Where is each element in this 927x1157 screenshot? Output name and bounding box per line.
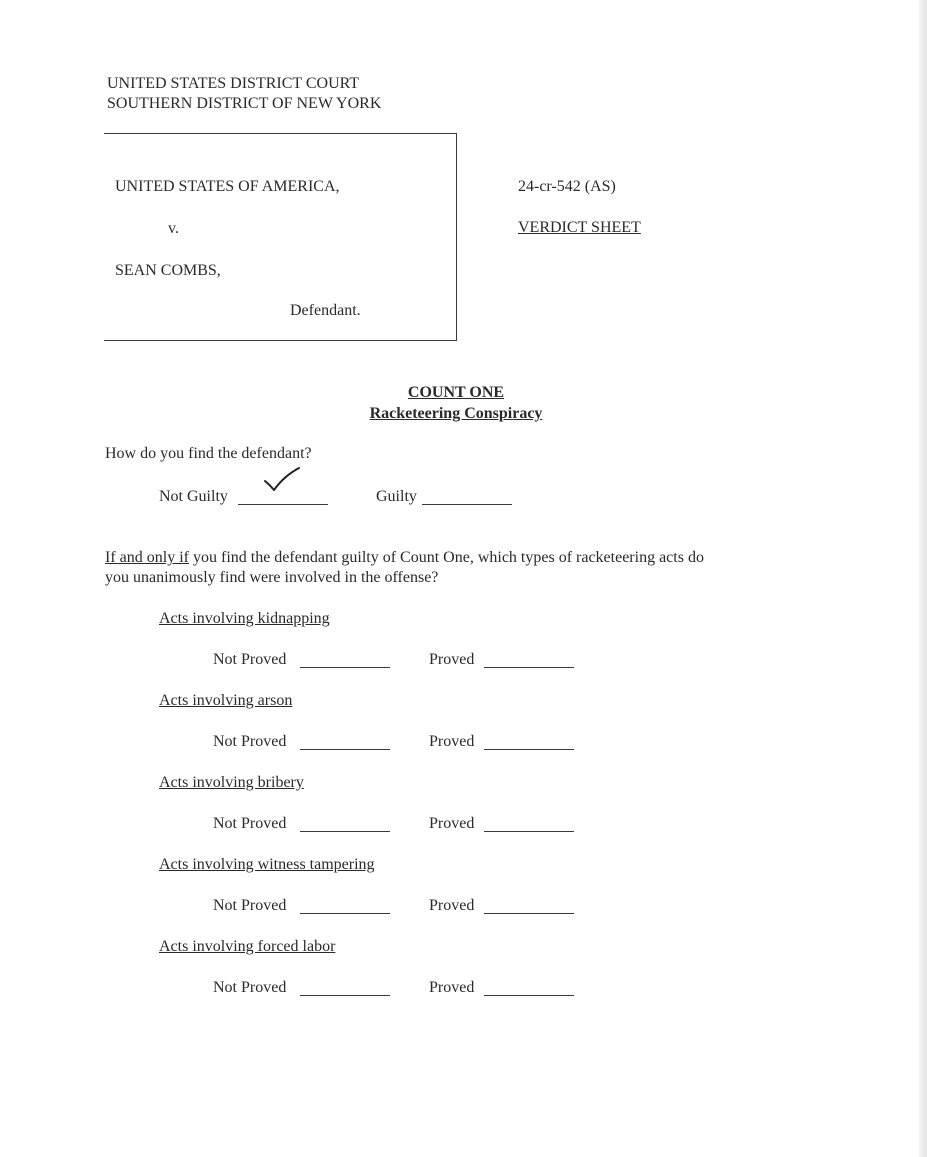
checkmark-icon <box>262 466 302 494</box>
proved-blank[interactable] <box>484 831 574 832</box>
court-name: UNITED STATES DISTRICT COURT <box>107 75 360 92</box>
not-proved-label: Not Proved <box>213 733 287 750</box>
not-proved-blank[interactable] <box>300 749 390 750</box>
act-heading: Acts involving bribery <box>159 774 304 791</box>
count-title: COUNT ONE <box>407 384 505 401</box>
not-proved-label: Not Proved <box>213 815 287 832</box>
proved-label: Proved <box>429 651 475 668</box>
count-question: How do you find the defendant? <box>105 445 312 462</box>
proved-blank[interactable] <box>484 913 574 914</box>
not-proved-label: Not Proved <box>213 979 287 996</box>
defendant-name: SEAN COMBS, <box>115 262 221 279</box>
instruction-rest: you find the defendant guilty of Count One, which types of racketeering acts do <box>188 549 704 566</box>
proved-label: Proved <box>429 897 475 914</box>
versus-label: v. <box>168 220 179 237</box>
document-title: VERDICT SHEET <box>518 219 641 236</box>
not-guilty-label: Not Guilty <box>159 488 228 505</box>
instruction-line-2: you unanimously find were involved in the offense? <box>105 569 439 586</box>
proved-label: Proved <box>429 733 475 750</box>
not-proved-blank[interactable] <box>300 667 390 668</box>
instruction-lead: If and only if <box>105 549 189 566</box>
not-proved-blank[interactable] <box>300 995 390 996</box>
not-guilty-blank[interactable] <box>238 504 328 505</box>
not-proved-label: Not Proved <box>213 897 287 914</box>
proved-blank[interactable] <box>484 995 574 996</box>
count-subtitle: Racketeering Conspiracy <box>369 405 543 422</box>
guilty-label: Guilty <box>376 488 417 505</box>
caption-box <box>104 133 457 341</box>
page-edge-shadow <box>919 0 927 1157</box>
act-heading: Acts involving arson <box>159 692 293 709</box>
plaintiff-name: UNITED STATES OF AMERICA, <box>115 178 340 195</box>
instruction-line-1 <box>105 549 704 567</box>
proved-blank[interactable] <box>484 667 574 668</box>
proved-blank[interactable] <box>484 749 574 750</box>
not-proved-blank[interactable] <box>300 913 390 914</box>
not-proved-label: Not Proved <box>213 651 287 668</box>
proved-label: Proved <box>429 815 475 832</box>
case-number: 24-cr-542 (AS) <box>518 178 616 195</box>
act-heading: Acts involving forced labor <box>159 938 336 955</box>
not-proved-blank[interactable] <box>300 831 390 832</box>
guilty-blank[interactable] <box>422 504 512 505</box>
act-heading: Acts involving kidnapping <box>159 610 330 627</box>
act-heading: Acts involving witness tampering <box>159 856 375 873</box>
court-district: SOUTHERN DISTRICT OF NEW YORK <box>107 95 382 112</box>
proved-label: Proved <box>429 979 475 996</box>
defendant-label: Defendant. <box>290 302 361 319</box>
